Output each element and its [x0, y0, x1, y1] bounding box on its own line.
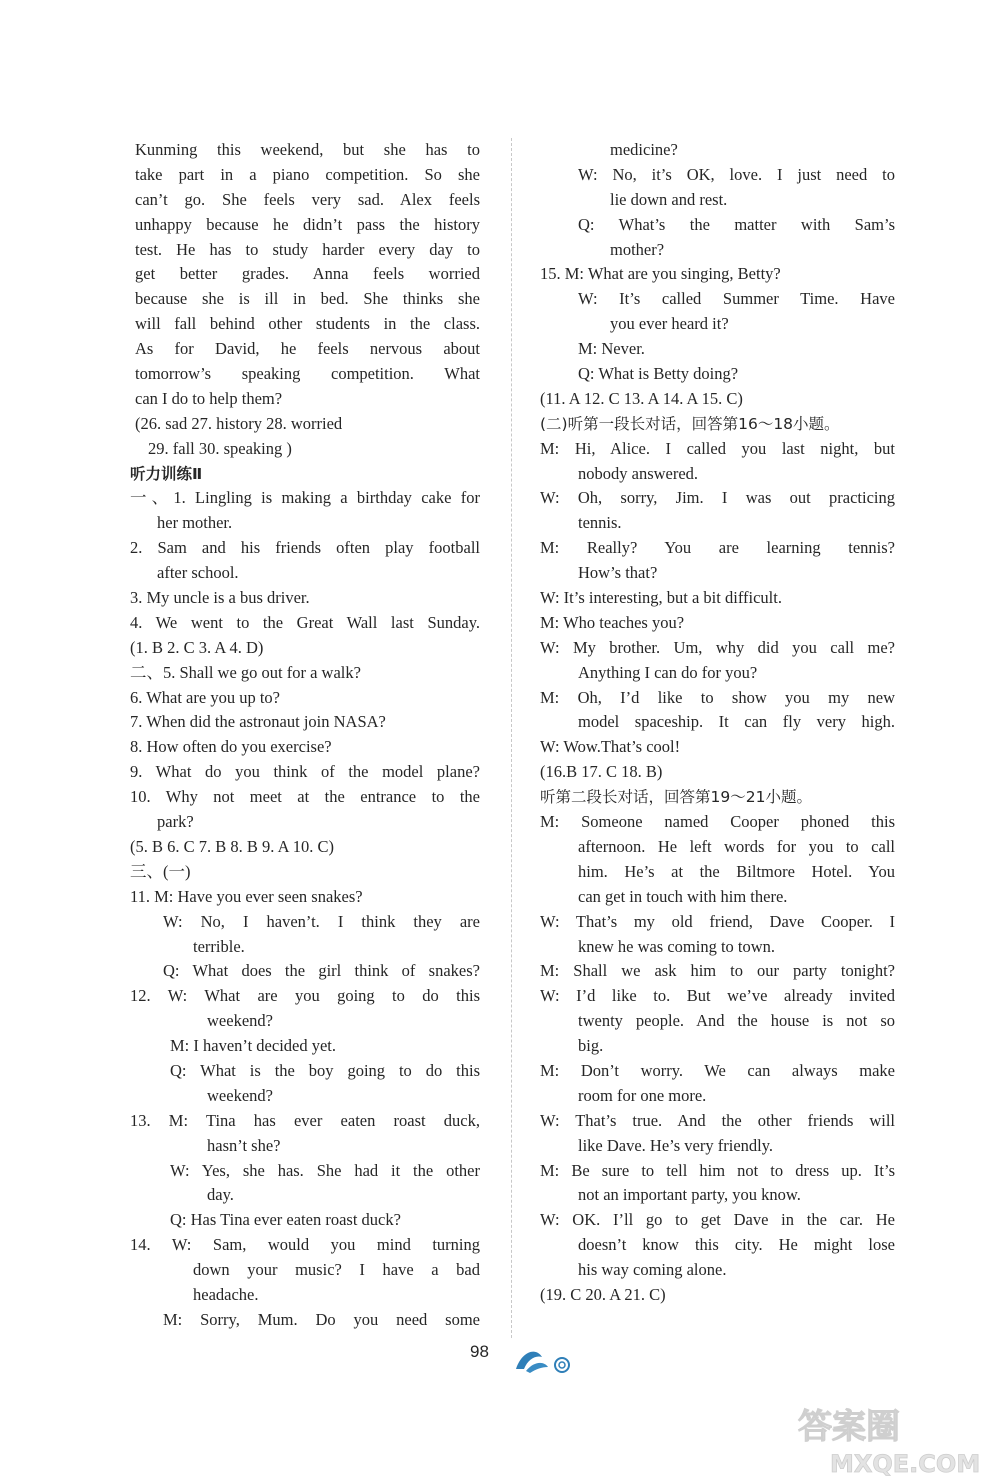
text-line: 13. M: Tina has ever eaten roast duck,	[130, 1110, 480, 1130]
watermark-logo	[790, 1400, 990, 1480]
text-line: 12. W: What are you going to do this	[130, 986, 480, 1006]
text-line: M: Shall we ask him to our party tonight?	[540, 961, 895, 981]
text-line: get better grades. Anna feels worried	[135, 264, 480, 284]
right-column	[540, 138, 895, 1308]
text-line: W: OK. I’ll go to get Dave in the car. He	[540, 1210, 895, 1230]
text-line: 2. Sam and his friends often play football	[130, 538, 480, 558]
text-line: 6. What are you up to?	[130, 687, 280, 707]
text-line: can I do to help them?	[135, 388, 283, 408]
text-line: park?	[157, 812, 194, 832]
text-line: W: Oh, sorry, Jim. I was out practicing	[540, 488, 895, 508]
text-line: M: Sorry, Mum. Do you need some	[163, 1309, 480, 1329]
text-line: can get in touch with him there.	[578, 886, 788, 906]
text-line: doesn’t know this city. He might lose	[578, 1235, 895, 1255]
text-line: 15. M: What are you singing, Betty?	[540, 264, 781, 284]
text-line: W: That’s my old friend, Dave Cooper. I	[540, 911, 895, 931]
text-line: W: No, it’s OK, love. I just need to	[578, 164, 895, 184]
text-line: him. He’s at the Biltmore Hotel. You	[578, 861, 895, 881]
text-line: M: Oh, I’d like to show you my new	[540, 687, 895, 707]
text-line: not an important party, you know.	[578, 1185, 801, 1205]
text-line: M: Be sure to tell him not to dress up. It’s	[540, 1160, 895, 1180]
text-line: knew he was coming to town.	[578, 936, 776, 956]
text-line: room for one more.	[578, 1085, 707, 1105]
text-line: W: I’d like to. But we’ve already invited	[540, 986, 895, 1006]
svg-text:MXQE.COM: MXQE.COM	[830, 1450, 981, 1478]
text-line: 14. W: Sam, would you mind turning	[130, 1235, 480, 1255]
text-line: model spaceship. It can fly very high.	[578, 712, 895, 732]
text-line: Q: Has Tina ever eaten roast duck?	[170, 1210, 401, 1230]
text-line: M: Really? You are learning tennis?	[540, 538, 895, 558]
text-line: Q: What is the boy going to do this	[170, 1060, 480, 1080]
text-line: M: Who teaches you?	[540, 612, 685, 632]
text-line: Anything I can do for you?	[578, 662, 758, 682]
text-line: tennis.	[578, 513, 622, 533]
text-line: 听第二段长对话，回答第19～21小题。	[540, 788, 812, 807]
text-line: unhappy because he didn’t pass the history	[135, 214, 480, 234]
text-line: W: It’s called Summer Time. Have	[578, 289, 895, 309]
text-line: 9. What do you think of the model plane?	[130, 762, 480, 782]
text-line: hasn’t she?	[207, 1135, 281, 1155]
text-line: her mother.	[157, 513, 233, 533]
text-line: 一、1. Lingling is making a birthday cake for	[130, 488, 480, 508]
text-line: take part in a piano competition. So she	[135, 164, 480, 184]
text-line: 29. fall 30. speaking )	[148, 438, 292, 458]
text-line: big.	[578, 1036, 604, 1056]
text-line: M: Someone named Cooper phoned this	[540, 812, 895, 832]
text-line: tomorrow’s speaking competition. What	[135, 364, 480, 384]
text-line: can’t go. She feels very sad. Alex feels	[135, 189, 480, 209]
text-line: As for David, he feels nervous about	[135, 339, 480, 359]
text-line: 三、(一)	[130, 861, 191, 881]
text-line: 4. We went to the Great Wall last Sunday.	[130, 612, 480, 632]
text-line: W: Yes, she has. She had it the other	[170, 1160, 480, 1180]
text-line: (11. A 12. C 13. A 14. A 15. C)	[540, 388, 743, 408]
text-line: medicine?	[610, 140, 678, 159]
text-line: (16.B 17. C 18. B)	[540, 762, 663, 782]
text-line: weekend?	[207, 1085, 273, 1105]
text-line: you ever heard it?	[610, 314, 729, 334]
text-line: lie down and rest.	[610, 189, 728, 209]
text-line: day.	[207, 1185, 234, 1205]
text-line: W: No, I haven’t. I think they are	[163, 911, 480, 931]
column-divider	[511, 138, 512, 1338]
text-line: W: Wow.That’s cool!	[540, 737, 681, 757]
text-line: (19. C 20. A 21. C)	[540, 1284, 666, 1304]
text-line: (26. sad 27. history 28. worried	[135, 413, 343, 433]
text-line: (5. B 6. C 7. B 8. B 9. A 10. C)	[130, 836, 334, 856]
text-line: his way coming alone.	[578, 1260, 727, 1280]
page-number: 98	[470, 1342, 489, 1361]
text-line: headache.	[193, 1284, 259, 1304]
text-line: 7. When did the astronaut join NASA?	[130, 712, 386, 732]
section-heading: 听力训练Ⅱ	[130, 464, 203, 483]
text-line: mother?	[610, 239, 665, 259]
text-line: (二)听第一段长对话，回答第16～18小题。	[540, 414, 840, 433]
text-line: test. He has to study harder every day to	[135, 239, 480, 259]
text-line: down your music? I have a bad	[193, 1260, 480, 1280]
text-line: W: My brother. Um, why did you call me?	[540, 637, 895, 657]
text-line: Kunming this weekend, but she has to	[135, 140, 480, 159]
text-line: twenty people. And the house is not so	[578, 1011, 895, 1031]
text-line: nobody answered.	[578, 463, 699, 483]
text-line: will fall behind other students in the class.	[135, 314, 480, 334]
text-line: M: Don’t worry. We can always make	[540, 1060, 895, 1080]
text-line: (1. B 2. C 3. A 4. D)	[130, 637, 264, 657]
text-line: W: That’s true. And the other friends will	[540, 1110, 895, 1130]
text-line: 3. My uncle is a bus driver.	[130, 588, 310, 608]
text-line: M: I haven’t decided yet.	[170, 1036, 337, 1056]
text-line: Q: What does the girl think of snakes?	[163, 961, 480, 981]
text-line: 10. Why not meet at the entrance to the	[130, 787, 480, 807]
svg-text:答案圈: 答案圈	[798, 1407, 900, 1447]
text-line: W: It’s interesting, but a bit difficult.	[540, 588, 782, 608]
leaf-ornament-icon	[512, 1343, 578, 1377]
text-line: M: Never.	[578, 339, 645, 359]
text-line: terrible.	[193, 936, 245, 956]
left-column	[130, 138, 480, 1333]
text-line: Q: What is Betty doing?	[578, 364, 739, 384]
text-line: 二、5. Shall we go out for a walk?	[130, 662, 361, 682]
text-line: like Dave. He’s very friendly.	[578, 1135, 774, 1155]
text-line: M: Hi, Alice. I called you last night, but	[540, 438, 895, 458]
text-line: Q: What’s the matter with Sam’s	[578, 214, 895, 234]
text-line: weekend?	[207, 1011, 273, 1031]
text-line: 11. M: Have you ever seen snakes?	[130, 886, 363, 906]
text-line: because she is ill in bed. She thinks she	[135, 289, 480, 309]
text-line: 8. How often do you exercise?	[130, 737, 332, 757]
text-line: after school.	[157, 563, 239, 583]
text-line: afternoon. He left words for you to call	[578, 836, 895, 856]
text-line: How’s that?	[578, 563, 658, 583]
